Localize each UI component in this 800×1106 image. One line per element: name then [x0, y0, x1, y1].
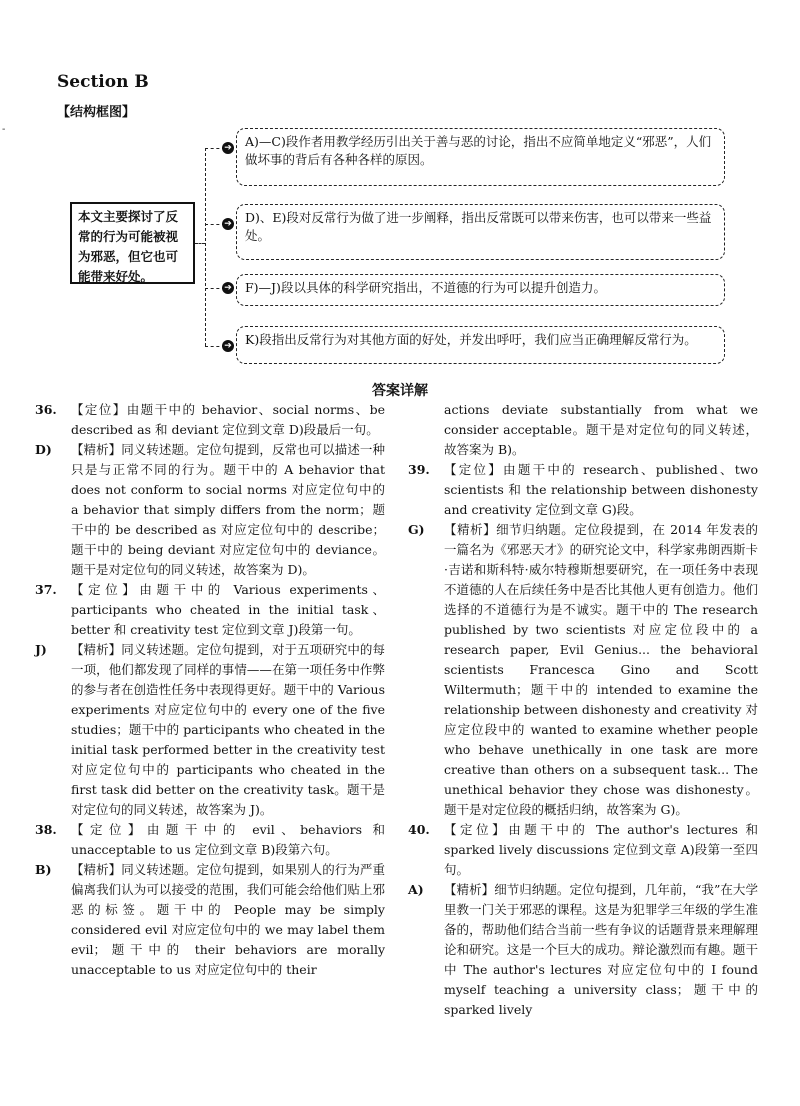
answer-38-analysis-continued: [408, 400, 758, 460]
answer-letter: A): [408, 882, 424, 897]
answer-letter: G): [408, 522, 425, 537]
entry-text: 【精析】同义转述题。定位句提到，反常也可以描述一种只是与正常不同的行为。题干中的 A behavior that does not conform to social norms 对应定位句中的 a behavior that simply differs from the norm；题干中的 be described as 对应定位句中的 describe；题干中的 being deviant 对应定位句中的 deviance。题干是对定位句的同义转述，故答案为 D)。: [71, 442, 385, 577]
framework-branch-3: F)—J)段以具体的科学研究指出，不道德的行为可以提升创造力。: [236, 274, 725, 306]
arrow-right-icon: ➔: [222, 340, 234, 352]
edge-mark: -: [2, 124, 6, 135]
answer-39-analysis: [408, 520, 758, 820]
entry-text: 【定位】由题干中的 behavior、social norms、be described as 和 deviant 定位到文章 D)段最后一句。: [71, 402, 385, 437]
answer-37-analysis: [35, 640, 385, 820]
framework-branch-4: K)段指出反常行为对其他方面的好处，并发出呼吁，我们应当正确理解反常行为。: [236, 326, 725, 364]
answer-letter: D): [35, 442, 52, 457]
entry-text: actions deviate substantially from what we consider acceptable。题干是对定位句的同义转述，故答案为 B)。: [444, 402, 758, 457]
entry-text: 【定位】由题干中的 Various experiments、participants who cheated in the initial task、better 和 creativity test 定位到文章 J)段第一句。: [71, 582, 385, 637]
entry-text: 【精析】细节归纳题。定位句提到，几年前，“我”在大学里教一门关于邪恶的课程。这是为犯罪学三年级的学生准备的，帮助他们结合当前一些有争议的话题背景来理解理论和研究。这是一个巨大的成功。辩论激烈而有趣。题干中 The author's lectures 对应定位句中的 I found myself teaching a university class；题干中的 sparked lively: [444, 882, 758, 1017]
answer-letter: J): [35, 642, 47, 657]
answers-title: 答案详解: [372, 383, 428, 399]
question-number: 38.: [35, 822, 57, 837]
question-number: 39.: [408, 462, 430, 477]
arrow-right-icon: ➔: [222, 218, 234, 230]
answer-letter: B): [35, 862, 52, 877]
arrow-right-icon: ➔: [222, 282, 234, 294]
framework-connector-v: [205, 148, 206, 346]
answers-right-column: [408, 400, 758, 1020]
framework-branch-2: D)、E)段对反常行为做了进一步阐释，指出反常既可以带来伤害，也可以带来一些益处。: [236, 204, 725, 260]
entry-text: 【精析】同义转述题。定位句提到，如果别人的行为严重偏离我们认为可以接受的范围，我们可能会给他们贴上邪恶的标签。题干中的 People may be simply considered evil 对应定位句中的 we may label them evil；题干中的 their behaviors are morally unacceptable to us 对应定位句中的 their: [71, 862, 385, 977]
framework-branch-1: A)—C)段作者用教学经历引出关于善与恶的讨论，指出不应简单地定义“邪恶”，人们做坏事的背后有各种各样的原因。: [236, 128, 725, 186]
entry-text: 【定位】由题干中的 The author's lectures 和 sparked lively discussions 定位到文章 A)段第一至四句。: [444, 822, 758, 877]
framework-main-box: 本文主要探讨了反常的行为可能被视为邪恶，但它也可能带来好处。: [70, 202, 195, 284]
section-title: Section B: [57, 72, 149, 92]
answer-38-locate: [35, 820, 385, 860]
entry-text: 【精析】细节归纳题。定位段提到，在 2014 年发表的一篇名为《邪恶天才》的研究论文中，科学家弗朗西斯卡·吉诺和斯科特·威尔特穆斯想要研究，在一项任务中表现不道德的人在后续任务中是否比其他人更有创造力。他们选择的不道德行为是不诚实。题干中的 The research published by two scientists 对应定位段中的 a research paper, Evil Genius... the behavioral scientists Francesca Gino and Scott Wiltermuth；题干中的 intended to examine the relationship between dishonesty and creativity 对应定位段中的 wanted to examine whether people who behave unethically in one task are more creative than others on a subsequent task... The unethical behavior they chose was dishonesty。题干是对定位段的概括归纳，故答案为 G)。: [444, 522, 758, 817]
answer-36-analysis: [35, 440, 385, 580]
answer-40-locate: [408, 820, 758, 880]
entry-text: 【精析】同义转述题。定位句提到，对于五项研究中的每一项，他们都发现了同样的事情——在第一项任务中作弊的参与者在创造性任务中表现得更好。题干中的 Various experiments 对应定位句中的 every one of the five studies；题干中的 participants who cheated in the initial task performed better in the creativity test 对应定位句中的 participants who cheated in the first task did better on the creativity task。题干是对定位句的同义转述，故答案为 J)。: [71, 642, 385, 817]
answer-37-locate: [35, 580, 385, 640]
question-number: 37.: [35, 582, 57, 597]
section-subtitle: 【结构框图】: [57, 105, 136, 120]
answer-38-analysis: [35, 860, 385, 980]
entry-text: 【定位】由题干中的 research、published、two scientists 和 the relationship between dishonesty and creativity 定位到文章 G)段。: [444, 462, 758, 517]
entry-text: 【定位】由题干中的 evil、behaviors 和 unacceptable to us 定位到文章 B)段第六句。: [71, 822, 385, 857]
question-number: 36.: [35, 402, 57, 417]
arrow-right-icon: ➔: [222, 142, 234, 154]
answer-39-locate: [408, 460, 758, 520]
answers-left-column: [35, 400, 385, 980]
answer-40-analysis: [408, 880, 758, 1020]
answer-36-locate: [35, 400, 385, 440]
framework-connector-h: [195, 243, 205, 244]
question-number: 40.: [408, 822, 430, 837]
